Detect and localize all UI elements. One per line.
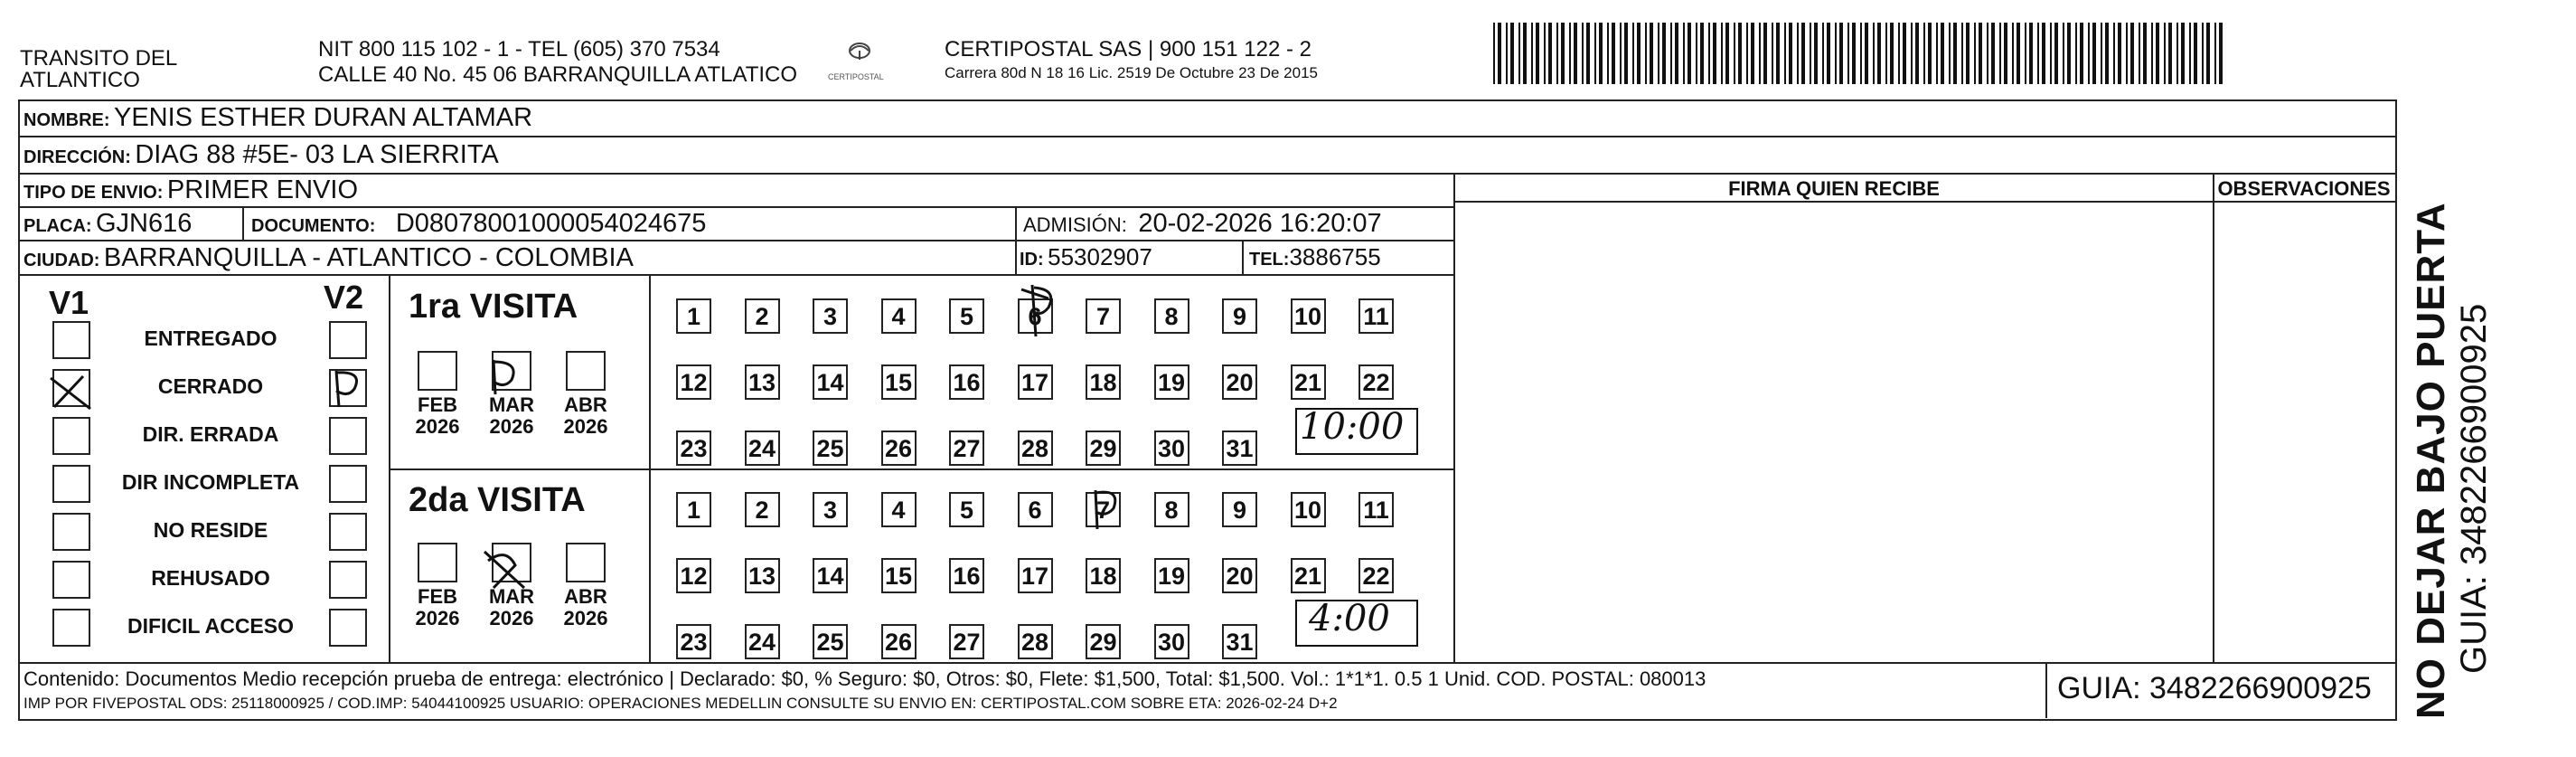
documento-cell: DOCUMENTO: D0807800100005402467​5 — [251, 209, 707, 238]
first-visit-day-box[interactable]: 2 — [745, 298, 780, 334]
id-cell: ID: 55302907 — [1020, 243, 1152, 270]
nombre-row: NOMBRE: YENIS ESTHER DURAN ALTAMAR — [24, 103, 533, 132]
first-visit-day-box[interactable]: 8 — [1154, 298, 1189, 334]
placa-cell: PLACA: GJN616 — [24, 209, 193, 238]
firma-header: FIRMA QUIEN RECIBE — [1728, 177, 1940, 200]
v2-label: V2 — [324, 279, 364, 316]
first-visit-day-box[interactable]: 11 — [1359, 298, 1394, 334]
barcode — [1493, 23, 2227, 84]
second-visit-day-box[interactable]: 21 — [1291, 558, 1326, 593]
first-visit-day-box[interactable]: 1 — [676, 298, 711, 334]
nombre-value: YENIS ESTHER DURAN ALTAMAR — [114, 103, 533, 132]
second-visit-day-box[interactable]: 23 — [676, 624, 711, 659]
second-visit-day-box[interactable]: 25 — [813, 624, 848, 659]
second-visit-day-box[interactable]: 5 — [949, 492, 984, 527]
second-visit-day-box[interactable]: 11 — [1359, 492, 1394, 527]
second-visit-day-box[interactable]: 16 — [949, 558, 984, 593]
observaciones-header: OBSERVACIONES — [2217, 177, 2391, 200]
first-visit-day-box[interactable]: 6 — [1018, 298, 1053, 334]
second-visit-day-box[interactable]: 31 — [1222, 624, 1257, 659]
second-visit-day-box[interactable]: 17 — [1018, 558, 1053, 593]
tel-cell: TEL:3886755 — [1249, 243, 1381, 270]
first-visit-day-box[interactable]: 17 — [1018, 364, 1053, 400]
first-visit-day-box[interactable]: 19 — [1154, 364, 1189, 400]
v2-checkbox[interactable] — [329, 465, 367, 503]
direccion-value: DIAG 88 #5E- 03 LA SIERRITA — [135, 140, 499, 169]
second-visit-day-box[interactable]: 2 — [745, 492, 780, 527]
first-visit-day-box[interactable]: 25 — [813, 431, 848, 466]
status-option-label: ENTREGADO — [144, 326, 277, 350]
v1-checkbox[interactable] — [52, 417, 90, 455]
first-visit-day-box[interactable]: 14 — [813, 364, 848, 400]
second-visit-day-box[interactable]: 1 — [676, 492, 711, 527]
second-visit-month-label: MAR 2026 — [488, 585, 535, 629]
second-visit-day-box[interactable]: 7 — [1086, 492, 1121, 527]
guia-footer: GUIA: 3482266900925 — [2057, 671, 2372, 705]
org-nit: NIT 800 115 102 - 1 - TEL (605) 370 7534 — [318, 37, 720, 62]
org-name-line1: TRANSITO DEL — [20, 46, 178, 71]
org-name-line2: ATLANTICO — [20, 68, 140, 92]
second-visit-month-checkbox[interactable] — [492, 543, 531, 582]
first-visit-day-box[interactable]: 16 — [949, 364, 984, 400]
status-option-label: DIR INCOMPLETA — [121, 470, 300, 494]
second-visit-day-box[interactable]: 30 — [1154, 624, 1189, 659]
second-visit-day-box[interactable]: 26 — [881, 624, 917, 659]
second-visit-day-box[interactable]: 6 — [1018, 492, 1053, 527]
tel-value: 3886755 — [1289, 243, 1381, 270]
first-visit-day-box[interactable]: 4 — [881, 298, 917, 334]
v2-checkbox[interactable] — [329, 321, 367, 359]
second-visit-day-box[interactable]: 24 — [745, 624, 780, 659]
org-address: CALLE 40 No. 45 06 BARRANQUILLA ATLATICO — [318, 62, 798, 87]
first-visit-month-label: MAR 2026 — [488, 393, 535, 438]
second-visit-day-box[interactable]: 19 — [1154, 558, 1189, 593]
first-visit-title: 1ra VISITA — [409, 288, 578, 326]
first-visit-day-box[interactable]: 29 — [1086, 431, 1121, 466]
status-option-label: NO RESIDE — [153, 518, 268, 542]
first-visit-day-box[interactable]: 22 — [1359, 364, 1394, 400]
status-option-label: CERRADO — [157, 374, 264, 398]
second-visit-day-box[interactable]: 14 — [813, 558, 848, 593]
second-visit-day-box[interactable]: 27 — [949, 624, 984, 659]
first-visit-day-box[interactable]: 7 — [1086, 298, 1121, 334]
v1-checkbox[interactable] — [52, 321, 90, 359]
first-visit-day-box[interactable]: 21 — [1291, 364, 1326, 400]
second-visit-day-box[interactable]: 8 — [1154, 492, 1189, 527]
placa-value: GJN616 — [96, 209, 193, 238]
id-value: 55302907 — [1048, 243, 1152, 270]
second-visit-day-box[interactable]: 29 — [1086, 624, 1121, 659]
v2-checkbox[interactable] — [329, 561, 367, 599]
tipo-envio-row: TIPO DE ENVIO: PRIMER ENVIO — [24, 175, 359, 204]
second-visit-title: 2da VISITA — [409, 481, 586, 519]
tipo-envio-value: PRIMER ENVIO — [166, 175, 359, 204]
handwritten-time-1: 10:00 — [1300, 406, 1405, 448]
second-visit-month-label: ABR 2026 — [563, 585, 608, 629]
v2-checkbox[interactable] — [329, 513, 367, 551]
second-visit-day-box[interactable]: 4 — [881, 492, 917, 527]
direccion-row: DIRECCIÓN: DIAG 88 #5E- 03 LA SIERRITA — [24, 140, 499, 169]
documento-value: D0807800100005402467​5 — [395, 209, 707, 238]
v1-checkbox[interactable] — [52, 369, 90, 407]
ciudad-value: BARRANQUILLA - ATLANTICO - COLOMBIA — [103, 243, 634, 272]
first-visit-day-box[interactable]: 18 — [1086, 364, 1121, 400]
second-visit-day-box[interactable]: 28 — [1018, 624, 1053, 659]
second-visit-day-box[interactable]: 3 — [813, 492, 848, 527]
status-option-label: REHUSADO — [151, 566, 270, 590]
v1-checkbox[interactable] — [52, 465, 90, 503]
first-visit-day-box[interactable]: 9 — [1222, 298, 1257, 334]
first-visit-day-box[interactable]: 27 — [949, 431, 984, 466]
first-visit-month-checkbox[interactable] — [418, 351, 457, 391]
second-visit-day-box[interactable]: 15 — [881, 558, 917, 593]
imp-text: IMP POR FIVEPOSTAL ODS: 25118000925 / COD.IMP: 54044100925 USUARIO: OPERACIONES MEDELLIN CONSULTE SU ENVIO EN: CERTIPOSTAL.COM SOBRE ETA: 2026-02-24 D+2 — [24, 695, 1338, 712]
first-visit-day-box[interactable]: 15 — [881, 364, 917, 400]
first-visit-day-box[interactable]: 23 — [676, 431, 711, 466]
second-visit-month-checkbox[interactable] — [418, 543, 457, 582]
v2-checkbox[interactable] — [329, 369, 367, 407]
certipostal-logo: CERTIPOSTAL — [821, 38, 898, 92]
first-visit-day-box[interactable]: 5 — [949, 298, 984, 334]
status-option-label: DIFICIL ACCESO — [127, 614, 294, 638]
first-visit-day-box[interactable]: 30 — [1154, 431, 1189, 466]
v1-checkbox[interactable] — [52, 513, 90, 551]
first-visit-day-box[interactable]: 31 — [1222, 431, 1257, 466]
first-visit-day-box[interactable]: 12 — [676, 364, 711, 400]
no-dejar-text: NO DEJAR BAJO PUERTA — [2409, 202, 2453, 719]
company-name: CERTIPOSTAL SAS | 900 151 122 - 2 — [945, 37, 1312, 62]
second-visit-day-box[interactable]: 22 — [1359, 558, 1394, 593]
second-visit-day-box[interactable]: 20 — [1222, 558, 1257, 593]
handwritten-time-2: 4:00 — [1309, 598, 1390, 639]
admision-cell: ADMISIÓN: 20-02-2026 16:20:07 — [1023, 209, 1382, 238]
second-visit-day-box[interactable]: 13 — [745, 558, 780, 593]
v2-checkbox[interactable] — [329, 609, 367, 647]
contenido-text: Contenido: Documentos Medio recepción prueba de entrega: electrónico | Declarado: $0, % Seguro: $0, Otros: $0, Flete: $1,500, Total: $1,500. Vol.: 1*1*1. 0.5 1 Unid. COD. POSTAL: 080013 — [24, 667, 1706, 690]
first-visit-day-box[interactable]: 10 — [1291, 298, 1326, 334]
second-visit-day-box[interactable]: 18 — [1086, 558, 1121, 593]
first-visit-month-label: FEB 2026 — [415, 393, 460, 438]
first-visit-month-checkbox[interactable] — [566, 351, 606, 391]
v1-label: V1 — [49, 284, 89, 321]
v1-checkbox[interactable] — [52, 561, 90, 599]
admision-value: 20-02-2026 16:20:07 — [1138, 209, 1382, 238]
ciudad-cell: CIUDAD: BARRANQUILLA - ATLANTICO - COLOMBIA — [24, 243, 634, 272]
side-notice — [2409, 122, 2495, 719]
first-visit-day-box[interactable]: 13 — [745, 364, 780, 400]
first-visit-day-box[interactable]: 26 — [881, 431, 917, 466]
first-visit-month-checkbox[interactable] — [492, 351, 531, 391]
v2-checkbox[interactable] — [329, 417, 367, 455]
delivery-form — [18, 99, 2395, 719]
second-visit-month-label: FEB 2026 — [415, 585, 460, 629]
side-guia-text: GUIA: 3482266900925 — [2454, 303, 2494, 674]
v1-checkbox[interactable] — [52, 609, 90, 647]
second-visit-day-box[interactable]: 10 — [1291, 492, 1326, 527]
first-visit-month-label: ABR 2026 — [563, 393, 608, 438]
status-option-label: DIR. ERRADA — [142, 422, 279, 446]
first-visit-day-box[interactable]: 28 — [1018, 431, 1053, 466]
first-visit-day-box[interactable]: 3 — [813, 298, 848, 334]
first-visit-day-box[interactable]: 20 — [1222, 364, 1257, 400]
second-visit-month-checkbox[interactable] — [566, 543, 606, 582]
second-visit-day-box[interactable]: 9 — [1222, 492, 1257, 527]
company-license: Carrera 80d N 18 16 Lic. 2519 De Octubre 23 De 2015 — [945, 64, 1318, 81]
second-visit-day-box[interactable]: 12 — [676, 558, 711, 593]
first-visit-day-box[interactable]: 24 — [745, 431, 780, 466]
